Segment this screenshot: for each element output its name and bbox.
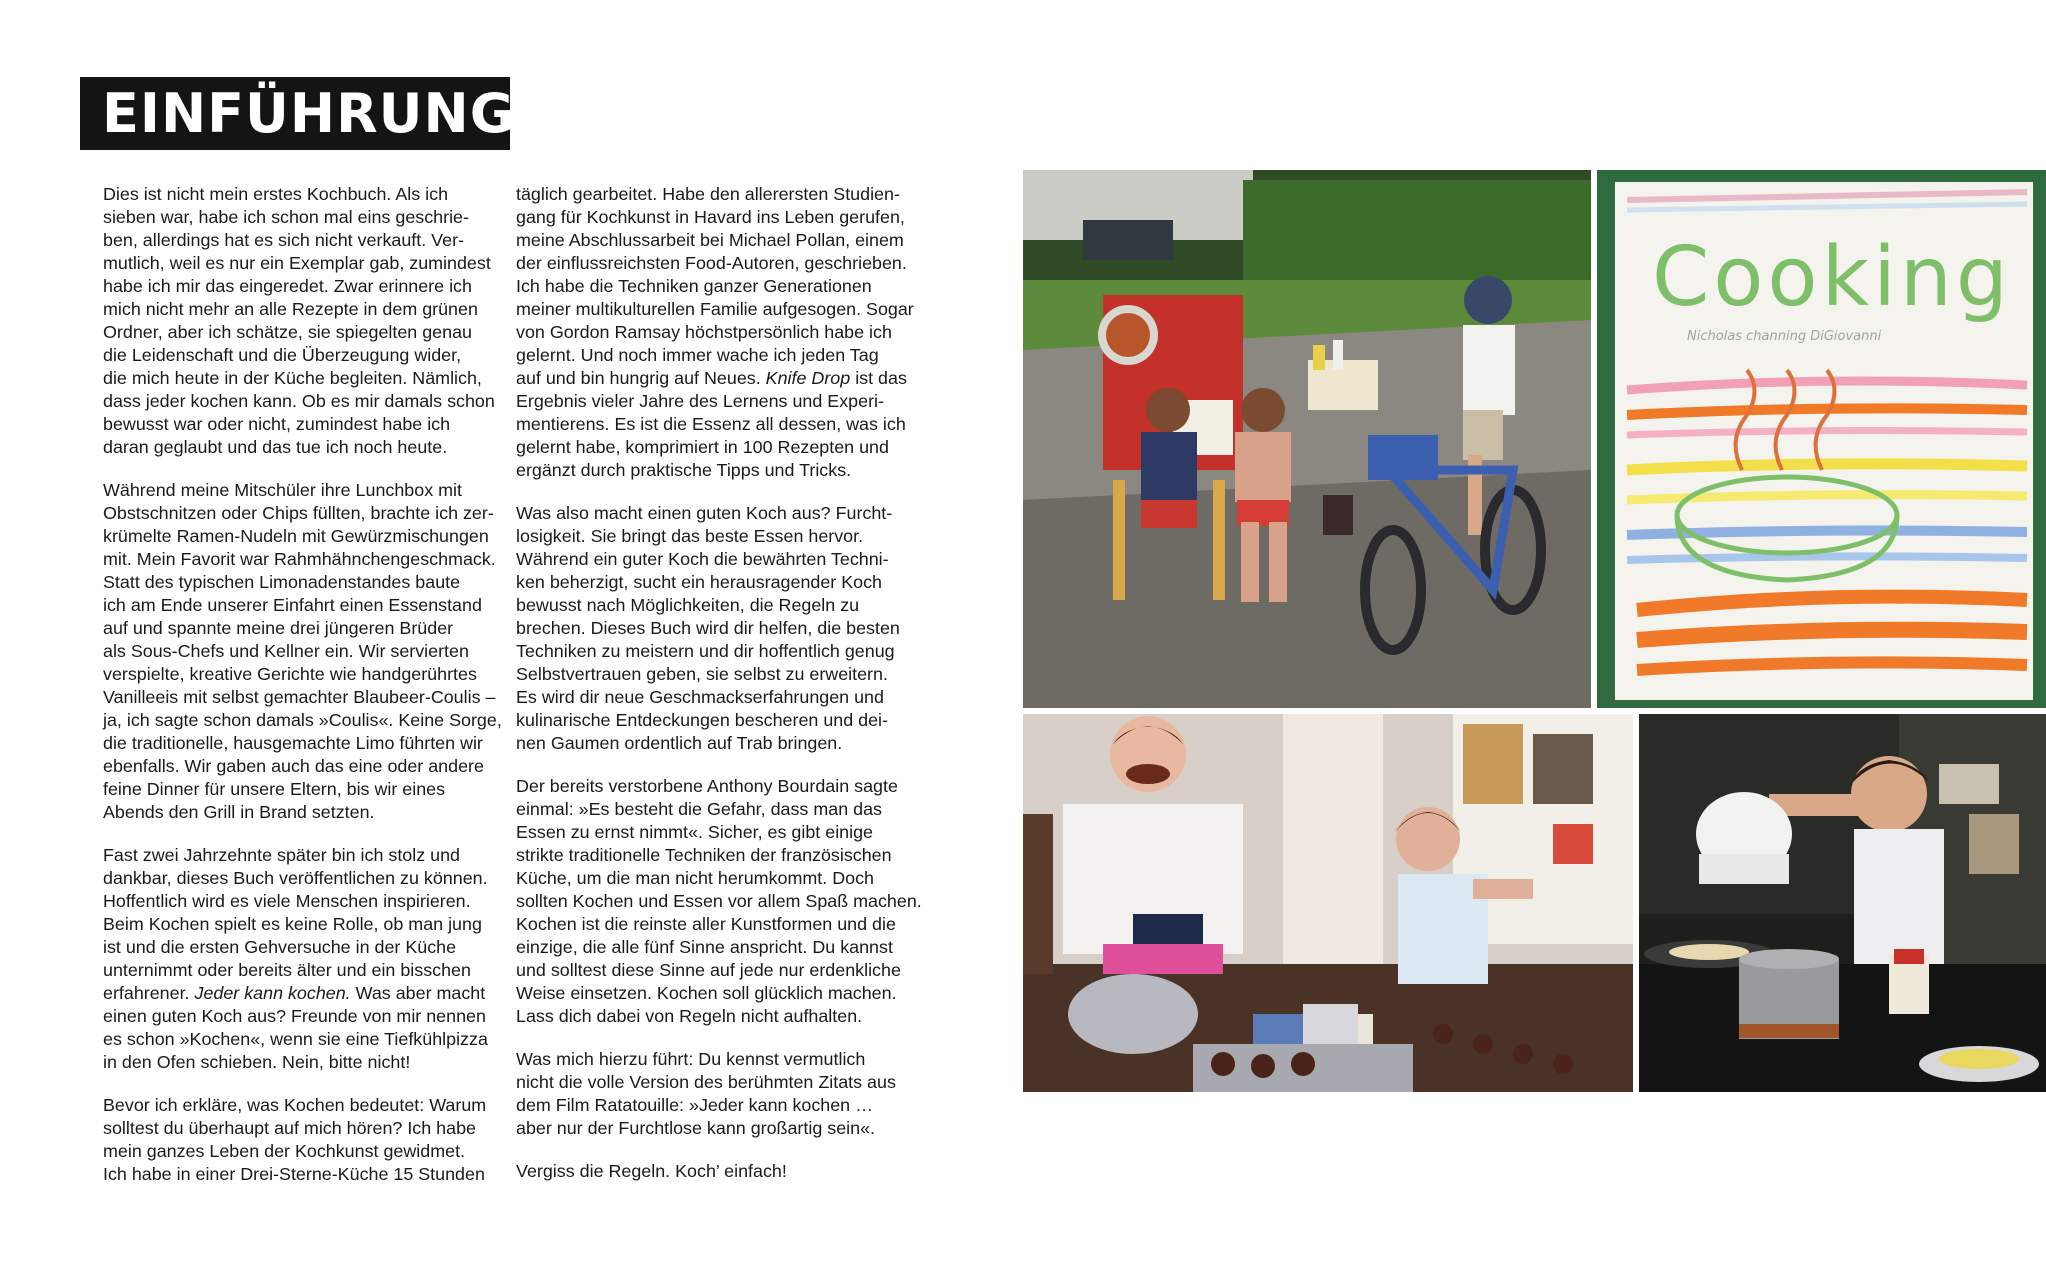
text-line: Während meine Mitschüler ihre Lunchbox mit (103, 480, 462, 500)
text-line: Es wird dir neue Geschmackserfahrungen und (516, 687, 884, 707)
text-line: ich am Ende unserer Einfahrt einen Essenstand (103, 595, 482, 615)
text-line: daran geglaubt und das tue ich noch heute. (103, 437, 448, 457)
text-line: einmal: »Es besteht die Gefahr, dass man das (516, 799, 882, 819)
text-line: mit. Mein Favorit war Rahmhähnchengeschmack. (103, 549, 496, 569)
text-line: Obstschnitzen oder Chips füllten, brachte ich zer- (103, 503, 494, 523)
text-line: Fast zwei Jahrzehnte später bin ich stolz und (103, 845, 461, 865)
text-line: und solltest diese Sinne auf jede nur erdenkliche (516, 960, 901, 980)
text-line: Ich habe die Techniken ganzer Generationen (516, 276, 872, 296)
text-line: Ich habe in einer Drei-Sterne-Küche 15 Stunden (103, 1164, 485, 1184)
text-column-left (103, 183, 503, 1206)
text-line: strikte traditionelle Techniken der französischen (516, 845, 892, 865)
text-line: Ergebnis vieler Jahre des Lernens und Experi- (516, 391, 884, 411)
text-line: täglich gearbeitet. Habe den allerersten Studien- (516, 184, 900, 204)
text-line: Dies ist nicht mein erstes Kochbuch. Als ich (103, 184, 449, 204)
text-line: Abends den Grill in Brand setzten. (103, 802, 375, 822)
text-line: als Sous-Chefs und Kellner ein. Wir servierten (103, 641, 469, 661)
text-line: die traditionelle, hausgemachte Limo führten wir (103, 733, 483, 753)
text-line: meine Abschlussarbeit bei Michael Pollan, einem (516, 230, 904, 250)
photo-cooking-drawing (1597, 170, 2046, 708)
text-line: ja, ich sagte schon damals »Coulis«. Keine Sorge, (103, 710, 502, 730)
text-line: Hoffentlich wird es viele Menschen inspirieren. (103, 891, 471, 911)
text-line: kulinarische Entdeckungen bescheren und dei- (516, 710, 888, 730)
text-line: mentierens. Es ist die Essenz all dessen, was ich (516, 414, 906, 434)
text-line: unternimmt oder bereits älter und ein bisschen (103, 960, 471, 980)
text-line: mich nicht mehr an alle Rezepte in dem grünen (103, 299, 478, 319)
paragraph-1 (103, 183, 503, 459)
text-line: Was mich hierzu führt: Du kennst vermutlich (516, 1049, 866, 1069)
paragraph-6 (516, 502, 916, 755)
text-line: bewusst war oder nicht, zumindest habe ich (103, 414, 451, 434)
text-line: sollten Kochen und Essen vor allem Spaß machen. (516, 891, 922, 911)
photo-food-stand (1023, 170, 1591, 708)
text-line: einen guten Koch aus? Freunde von mir nennen (103, 1006, 486, 1026)
text-line: ebenfalls. Wir gaben auch das eine oder andere (103, 756, 484, 776)
text-line: Vergiss die Regeln. Koch’ einfach! (516, 1161, 787, 1181)
text-line: sieben war, habe ich schon mal eins geschrie- (103, 207, 469, 227)
text-line: in den Ofen schieben. Nein, bitte nicht! (103, 1052, 411, 1072)
text-line: meiner multikulturellen Familie aufgesogen. Sogar (516, 299, 914, 319)
text-line: dass jeder kochen kann. Ob es mir damals schon (103, 391, 495, 411)
text-line: gelernt habe, komprimiert in 100 Rezepten und (516, 437, 889, 457)
text-line: krümelte Ramen-Nudeln mit Gewürzmischungen (103, 526, 489, 546)
text-line: Essen zu ernst nimmt«. Sicher, es gibt einige (516, 822, 873, 842)
chapter-title: EINFÜHRUNG (80, 77, 510, 150)
paragraph-2 (103, 479, 503, 824)
text-line: habe ich mir das eingeredet. Zwar erinnere ich (103, 276, 472, 296)
text-line: Der bereits verstorbene Anthony Bourdain sagte (516, 776, 898, 796)
text-fragment: erfahrener. (103, 983, 195, 1003)
text-line: von Gordon Ramsay höchstpersönlich habe ich (516, 322, 892, 342)
text-line: einzige, die alle fünf Sinne anspricht. Du kannst (516, 937, 893, 957)
text-line: Selbstvertrauen geben, sie selbst zu erweitern. (516, 664, 888, 684)
text-line: auf und spannte meine drei jüngeren Brüder (103, 618, 454, 638)
text-line: feine Dinner für unsere Eltern, bis wir eines (103, 779, 446, 799)
text-line: die Leidenschaft und die Überzeugung wider, (103, 345, 462, 365)
text-line: ergänzt durch praktische Tipps und Tricks. (516, 460, 852, 480)
paragraph-8 (516, 1048, 916, 1140)
text-line: nicht die volle Version des berühmten Zitats aus (516, 1072, 896, 1092)
text-fragment: Was aber macht (355, 983, 486, 1003)
text-line: verspielte, kreative Gerichte wie handgerührtes (103, 664, 477, 684)
photo-food-stand-image (1023, 170, 1591, 708)
text-line: Kochen ist die reinste aller Kunstformen und die (516, 914, 896, 934)
text-line (516, 367, 916, 390)
paragraph-4 (103, 1094, 503, 1186)
text-line: Während ein guter Koch die bewährten Techni- (516, 549, 889, 569)
text-line: Vanilleeis mit selbst gemachter Blaubeer-Coulis – (103, 687, 496, 707)
text-line: Bevor ich erkläre, was Kochen bedeutet: Warum (103, 1095, 487, 1115)
photo-toddlers-baking (1023, 714, 1633, 1092)
text-column-right (516, 183, 922, 1203)
text-line: der einflussreichsten Food-Autoren, geschrieben. (516, 253, 907, 273)
text-line: brechen. Dieses Buch wird dir helfen, die besten (516, 618, 900, 638)
drawing-author: Nicholas channing DiGiovanni (1687, 329, 1882, 344)
text-line: Statt des typischen Limonadenstandes baute (103, 572, 461, 592)
text-line: ken beherzigt, sucht ein herausragender Koch (516, 572, 882, 592)
text-line: Küche, um die man nicht herumkommt. Doch (516, 868, 874, 888)
paragraph-9 (516, 1160, 916, 1183)
text-line (103, 982, 503, 1005)
italic-phrase: Jeder kann kochen. (194, 983, 351, 1003)
photo-toddlers-baking-image (1023, 714, 1633, 1092)
paragraph-3 (103, 844, 503, 1074)
text-line: ben, allerdings hat es sich nicht verkauft. Ver- (103, 230, 464, 250)
italic-phrase: Knife Drop (765, 368, 851, 388)
text-line: die mich heute in der Küche begleiten. Nämlich, (103, 368, 482, 388)
cooking-drawing-image (1597, 170, 2046, 708)
photo-boy-cooking (1639, 714, 2046, 1092)
text-line: ist und die ersten Gehversuche in der Küche (103, 937, 457, 957)
text-line: gang für Kochkunst in Havard ins Leben gerufen, (516, 207, 905, 227)
text-line: aber nur der Furchtlose kann großartig sein«. (516, 1118, 875, 1138)
text-line: Techniken zu meistern und dir hoffentlich genug (516, 641, 895, 661)
paragraph-7 (516, 775, 922, 1028)
text-fragment: ist das (855, 368, 907, 388)
text-line: Weise einsetzen. Kochen soll glücklich machen. (516, 983, 897, 1003)
text-line: nen Gaumen ordentlich auf Trab bringen. (516, 733, 843, 753)
text-line: solltest du überhaupt auf mich hören? Ich habe (103, 1118, 476, 1138)
drawing-title: Cooking (1652, 230, 2012, 325)
text-line: mutlich, weil es nur ein Exemplar gab, zumindest (103, 253, 491, 273)
text-line: Beim Kochen spielt es keine Rolle, ob man jung (103, 914, 482, 934)
photo-boy-cooking-image (1639, 714, 2046, 1092)
text-line: Was also macht einen guten Koch aus? Furcht- (516, 503, 893, 523)
text-fragment: auf und bin hungrig auf Neues. (516, 368, 766, 388)
text-line: es schon »Kochen«, wenn sie eine Tiefkühlpizza (103, 1029, 488, 1049)
text-line: bewusst nach Möglichkeiten, die Regeln zu (516, 595, 860, 615)
text-line: Lass dich dabei von Regeln nicht aufhalten. (516, 1006, 863, 1026)
text-line: gelernt. Und noch immer wache ich jeden Tag (516, 345, 879, 365)
text-line: Ordner, aber ich schätze, sie spiegelten genau (103, 322, 472, 342)
text-line: dem Film Ratatouille: »Jeder kann kochen … (516, 1095, 873, 1115)
text-line: dankbar, dieses Buch veröffentlichen zu können. (103, 868, 488, 888)
paragraph-5 (516, 183, 916, 482)
text-line: mein ganzes Leben der Kochkunst gewidmet. (103, 1141, 466, 1161)
text-line: losigkeit. Sie bringt das beste Essen hervor. (516, 526, 864, 546)
